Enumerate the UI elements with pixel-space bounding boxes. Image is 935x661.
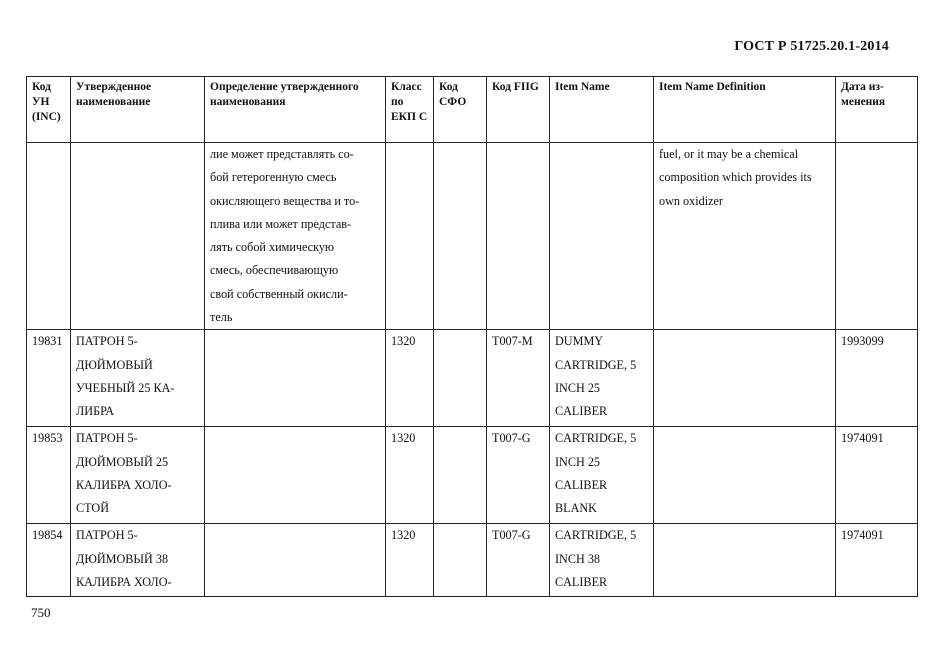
cell-item-name-definition [654,330,836,427]
cell-item-name-definition: fuel, or it may be a chemical composition which provides its own oxidizer [654,143,836,330]
catalog-table [26,76,918,597]
cell-item-name: CARTRIDGE, 5 INCH 38 CALIBER [550,524,654,597]
cell-approved-name [71,143,205,330]
cell-class: 1320 [386,330,434,427]
cell-change-date: 1993099 [836,330,918,427]
cell-class: 1320 [386,427,434,524]
column-header-change-date: Дата из-менения [836,77,918,143]
column-header-item-name: Item Name [550,77,654,143]
table-row [27,524,918,597]
cell-change-date: 1974091 [836,524,918,597]
cell-sfo [434,330,487,427]
column-header-approved-name: Утвержденное наименование [71,77,205,143]
column-header-name-definition: Определение утвержденного наименования [205,77,386,143]
cell-sfo [434,143,487,330]
column-header-fiig: Код FIIG [487,77,550,143]
cell-fiig: T007-G [487,524,550,597]
cell-item-name: CARTRIDGE, 5 INCH 25 CALIBER BLANK [550,427,654,524]
column-header-inc: Код УН (INC) [27,77,71,143]
cell-item-name-definition [654,427,836,524]
cell-approved-name: ПАТРОН 5- ДЮЙМОВЫЙ УЧЕБНЫЙ 25 КА- ЛИБРА [71,330,205,427]
document-standard-number: ГОСТ Р 51725.20.1-2014 [734,39,889,54]
cell-approved-name: ПАТРОН 5- ДЮЙМОВЫЙ 38 КАЛИБРА ХОЛО- [71,524,205,597]
cell-sfo [434,427,487,524]
table-row [27,427,918,524]
cell-inc: 19853 [27,427,71,524]
table-row [27,330,918,427]
cell-item-name-definition [654,524,836,597]
cell-class: 1320 [386,524,434,597]
column-header-item-name-definition: Item Name Definition [654,77,836,143]
cell-approved-name: ПАТРОН 5- ДЮЙМОВЫЙ 25 КАЛИБРА ХОЛО- СТОЙ [71,427,205,524]
cell-name-definition [205,427,386,524]
cell-inc [27,143,71,330]
cell-sfo [434,524,487,597]
column-header-sfo: Код СФО [434,77,487,143]
cell-name-definition [205,330,386,427]
cell-class [386,143,434,330]
cell-name-definition: лие может представлять со- бой гетерогенную смесь окисляющего вещества и то- плива или может представ- лять собой химическую смесь, обеспечивающую свой собственный окисли- тель [205,143,386,330]
cell-item-name: DUMMY CARTRIDGE, 5 INCH 25 CALIBER [550,330,654,427]
table-header-row [27,77,918,143]
cell-change-date [836,143,918,330]
cell-name-definition [205,524,386,597]
page-number: 750 [31,605,51,620]
column-header-class: Класс по ЕКП С [386,77,434,143]
table-row [27,143,918,330]
cell-inc: 19854 [27,524,71,597]
cell-fiig: T007-M [487,330,550,427]
cell-fiig: T007-G [487,427,550,524]
cell-inc: 19831 [27,330,71,427]
cell-change-date: 1974091 [836,427,918,524]
cell-fiig [487,143,550,330]
cell-item-name [550,143,654,330]
